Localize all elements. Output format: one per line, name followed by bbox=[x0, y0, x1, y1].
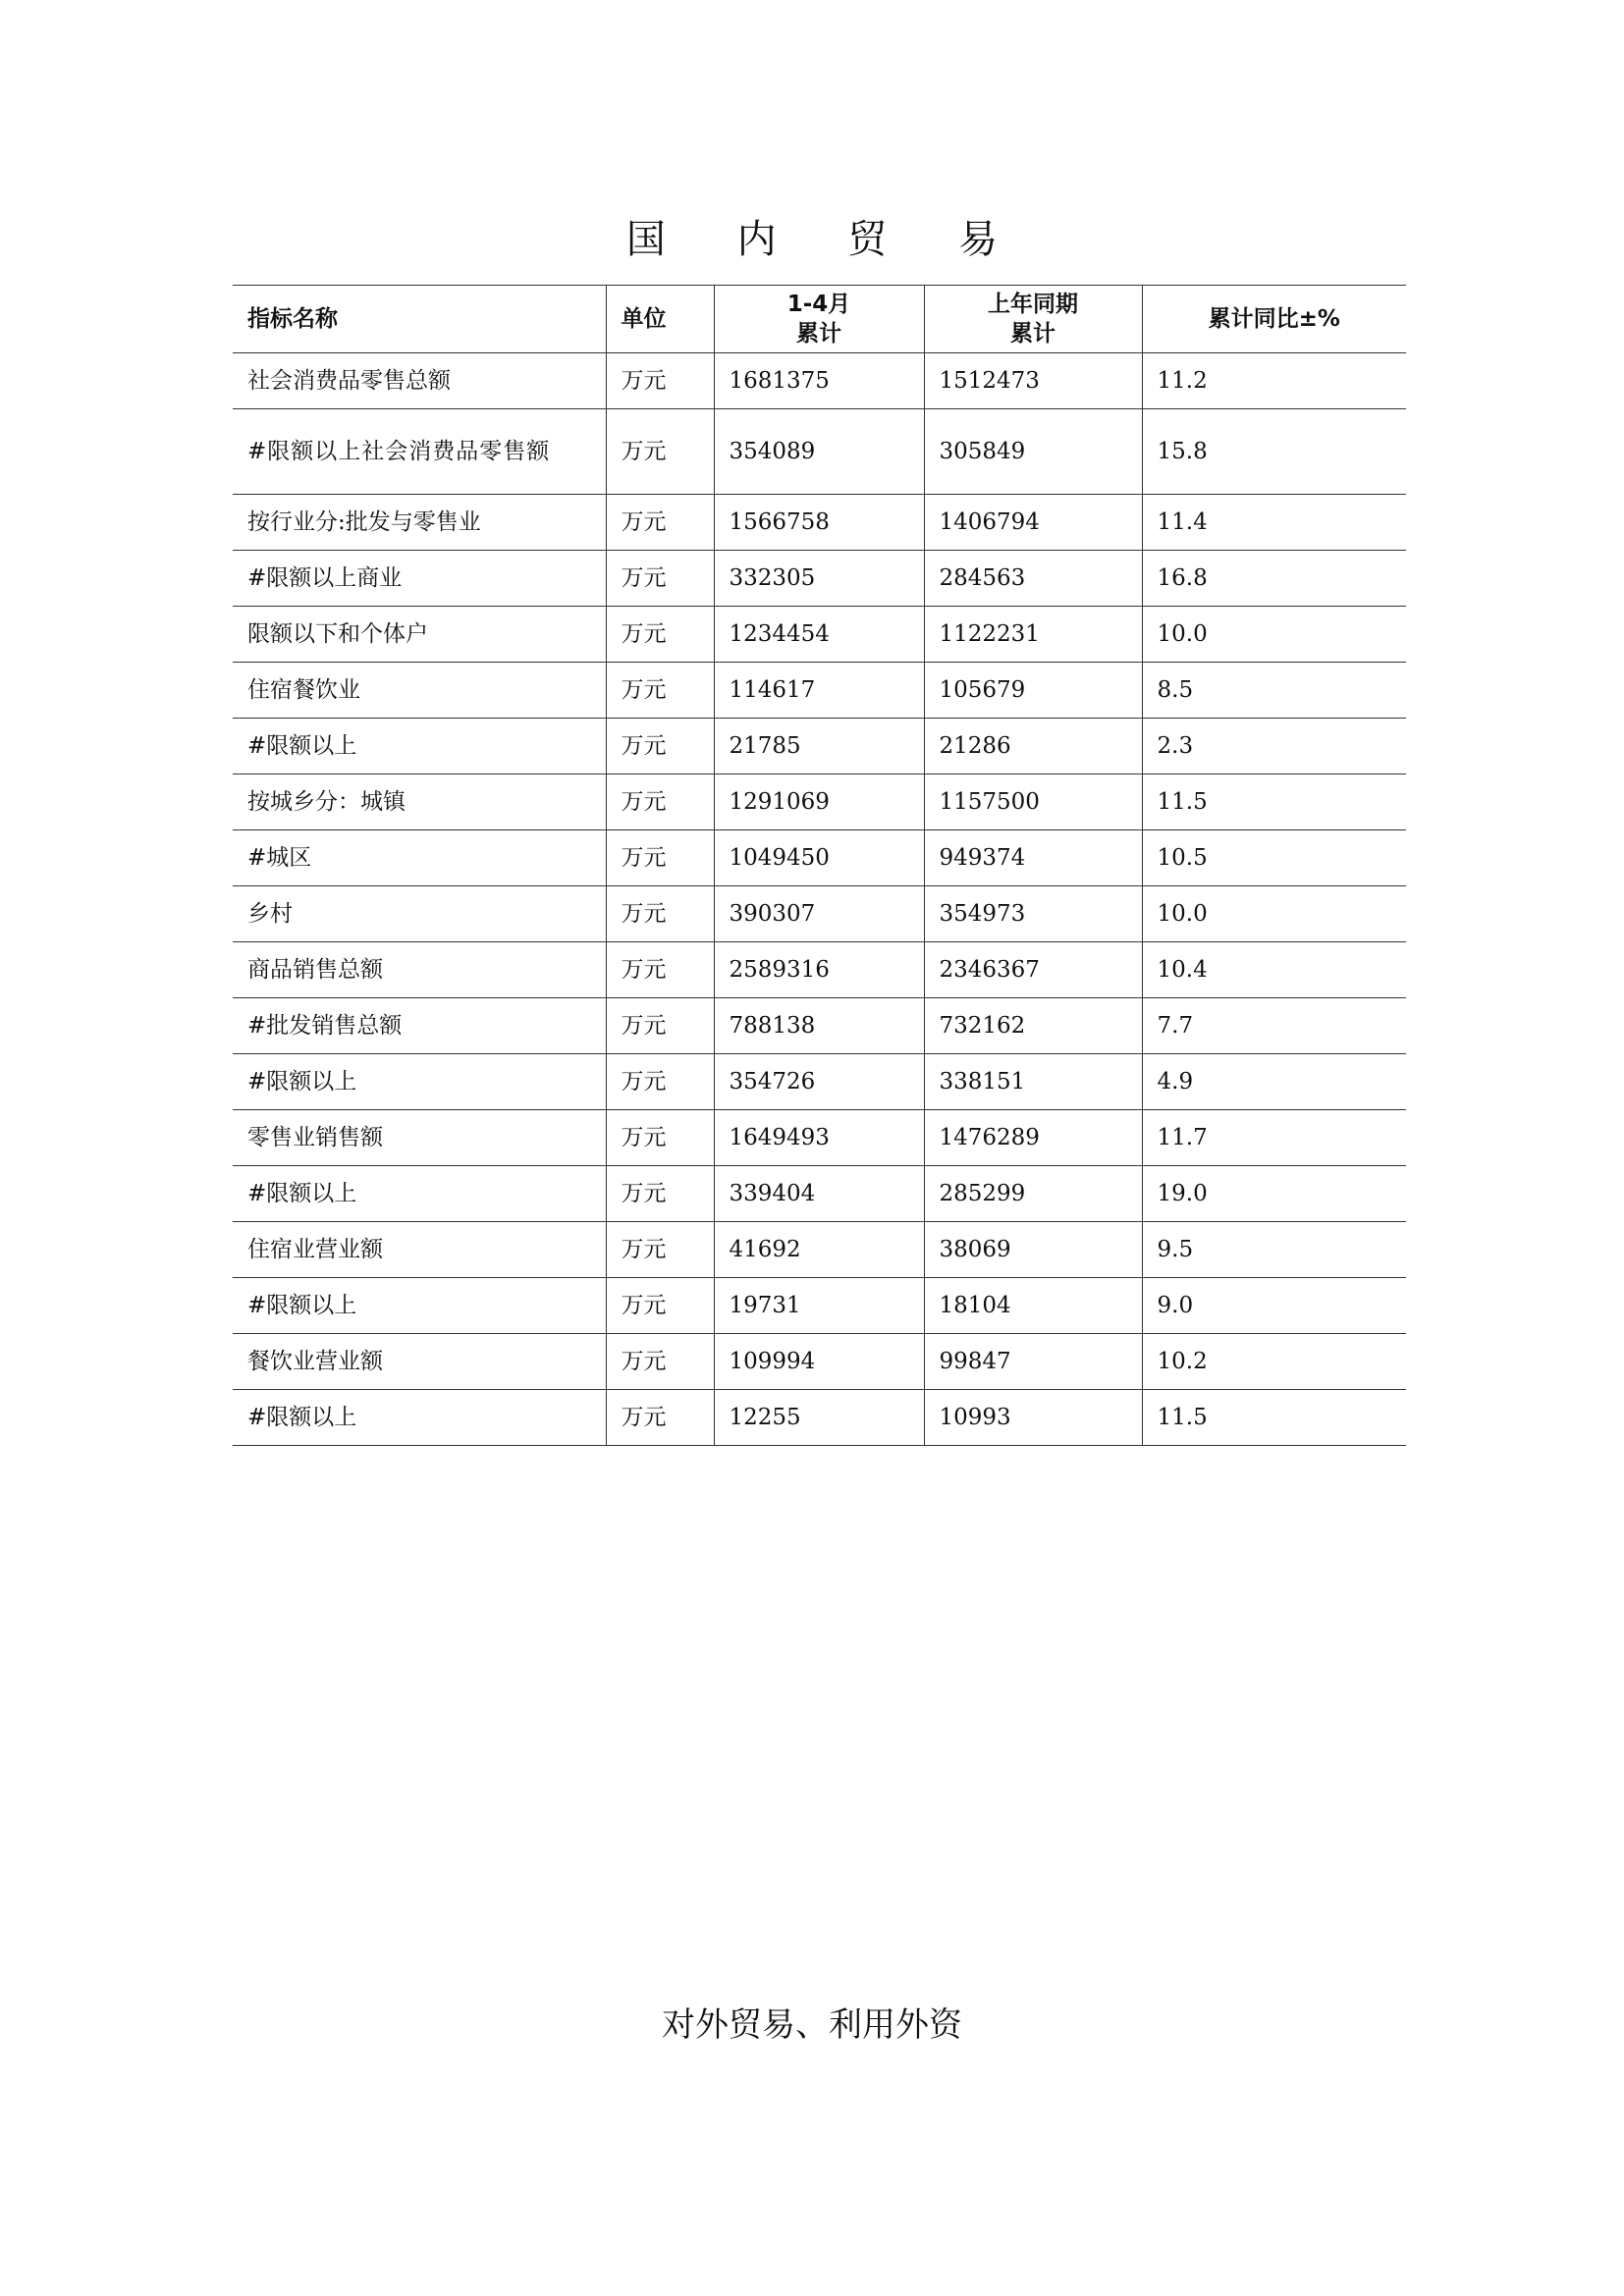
cell-unit: 万元 bbox=[606, 998, 714, 1054]
table-row bbox=[233, 409, 1406, 495]
cell-current: 390307 bbox=[714, 886, 924, 942]
cell-name: #批发销售总额 bbox=[233, 998, 606, 1054]
cell-current: 1049450 bbox=[714, 830, 924, 886]
cell-growth: 11.5 bbox=[1142, 774, 1406, 830]
cell-prior: 10993 bbox=[924, 1390, 1142, 1446]
table-row bbox=[233, 1390, 1406, 1446]
cell-name: #限额以上 bbox=[233, 1278, 606, 1334]
domestic-trade-table bbox=[233, 285, 1406, 1446]
cell-prior: 105679 bbox=[924, 663, 1142, 719]
cell-growth: 10.4 bbox=[1142, 942, 1406, 998]
cell-prior: 1122231 bbox=[924, 607, 1142, 663]
cell-name: 餐饮业营业额 bbox=[233, 1334, 606, 1390]
table-row bbox=[233, 942, 1406, 998]
cell-growth: 9.5 bbox=[1142, 1222, 1406, 1278]
cell-prior: 18104 bbox=[924, 1278, 1142, 1334]
cell-unit: 万元 bbox=[606, 1110, 714, 1166]
table-row bbox=[233, 719, 1406, 774]
cell-name: 按行业分:批发与零售业 bbox=[233, 495, 606, 551]
cell-name: #限额以上社会消费品零售额 bbox=[233, 409, 606, 495]
cell-current: 354726 bbox=[714, 1054, 924, 1110]
cell-unit: 万元 bbox=[606, 1334, 714, 1390]
cell-current: 1649493 bbox=[714, 1110, 924, 1166]
cell-name: 社会消费品零售总额 bbox=[233, 353, 606, 409]
cell-prior: 338151 bbox=[924, 1054, 1142, 1110]
header-current-line2: 累计 bbox=[796, 321, 841, 347]
header-current bbox=[714, 286, 924, 353]
table-row bbox=[233, 353, 1406, 409]
cell-name: #限额以上商业 bbox=[233, 551, 606, 607]
cell-prior: 21286 bbox=[924, 719, 1142, 774]
cell-unit: 万元 bbox=[606, 1054, 714, 1110]
cell-unit: 万元 bbox=[606, 719, 714, 774]
cell-unit: 万元 bbox=[606, 774, 714, 830]
cell-prior: 305849 bbox=[924, 409, 1142, 495]
cell-name: #限额以上 bbox=[233, 1054, 606, 1110]
cell-current: 332305 bbox=[714, 551, 924, 607]
header-name: 指标名称 bbox=[233, 286, 606, 353]
cell-prior: 99847 bbox=[924, 1334, 1142, 1390]
table-row bbox=[233, 607, 1406, 663]
table-row bbox=[233, 886, 1406, 942]
cell-growth: 15.8 bbox=[1142, 409, 1406, 495]
cell-prior: 284563 bbox=[924, 551, 1142, 607]
table-row bbox=[233, 495, 1406, 551]
cell-unit: 万元 bbox=[606, 830, 714, 886]
cell-growth: 11.2 bbox=[1142, 353, 1406, 409]
cell-growth: 4.9 bbox=[1142, 1054, 1406, 1110]
header-unit: 单位 bbox=[606, 286, 714, 353]
cell-unit: 万元 bbox=[606, 1278, 714, 1334]
cell-unit: 万元 bbox=[606, 942, 714, 998]
cell-current: 1234454 bbox=[714, 607, 924, 663]
cell-growth: 11.7 bbox=[1142, 1110, 1406, 1166]
cell-current: 354089 bbox=[714, 409, 924, 495]
cell-growth: 8.5 bbox=[1142, 663, 1406, 719]
page-title: 国 内 贸 易 bbox=[625, 217, 1028, 262]
cell-unit: 万元 bbox=[606, 551, 714, 607]
cell-current: 12255 bbox=[714, 1390, 924, 1446]
cell-current: 788138 bbox=[714, 998, 924, 1054]
cell-name: 住宿业营业额 bbox=[233, 1222, 606, 1278]
cell-growth: 19.0 bbox=[1142, 1166, 1406, 1222]
cell-growth: 11.4 bbox=[1142, 495, 1406, 551]
cell-growth: 7.7 bbox=[1142, 998, 1406, 1054]
table-row bbox=[233, 663, 1406, 719]
cell-name: #城区 bbox=[233, 830, 606, 886]
cell-name: 零售业销售额 bbox=[233, 1110, 606, 1166]
header-prior-line2: 累计 bbox=[1010, 321, 1056, 347]
cell-growth: 11.5 bbox=[1142, 1390, 1406, 1446]
table-row bbox=[233, 774, 1406, 830]
cell-growth: 16.8 bbox=[1142, 551, 1406, 607]
header-growth: 累计同比±% bbox=[1142, 286, 1406, 353]
cell-unit: 万元 bbox=[606, 886, 714, 942]
cell-growth: 9.0 bbox=[1142, 1278, 1406, 1334]
cell-growth: 10.5 bbox=[1142, 830, 1406, 886]
table-row bbox=[233, 551, 1406, 607]
cell-current: 109994 bbox=[714, 1334, 924, 1390]
cell-growth: 2.3 bbox=[1142, 719, 1406, 774]
cell-prior: 1406794 bbox=[924, 495, 1142, 551]
header-prior bbox=[924, 286, 1142, 353]
cell-prior: 949374 bbox=[924, 830, 1142, 886]
cell-prior: 2346367 bbox=[924, 942, 1142, 998]
cell-unit: 万元 bbox=[606, 1390, 714, 1446]
table-row bbox=[233, 1334, 1406, 1390]
cell-current: 114617 bbox=[714, 663, 924, 719]
cell-prior: 285299 bbox=[924, 1166, 1142, 1222]
cell-name: #限额以上 bbox=[233, 1390, 606, 1446]
table-row bbox=[233, 830, 1406, 886]
cell-current: 41692 bbox=[714, 1222, 924, 1278]
cell-current: 339404 bbox=[714, 1166, 924, 1222]
cell-prior: 1512473 bbox=[924, 353, 1142, 409]
cell-growth: 10.0 bbox=[1142, 607, 1406, 663]
table-row bbox=[233, 1222, 1406, 1278]
cell-current: 19731 bbox=[714, 1278, 924, 1334]
cell-growth: 10.0 bbox=[1142, 886, 1406, 942]
cell-unit: 万元 bbox=[606, 607, 714, 663]
cell-prior: 38069 bbox=[924, 1222, 1142, 1278]
table-row bbox=[233, 1166, 1406, 1222]
cell-current: 1566758 bbox=[714, 495, 924, 551]
table-row bbox=[233, 998, 1406, 1054]
cell-prior: 1157500 bbox=[924, 774, 1142, 830]
cell-unit: 万元 bbox=[606, 353, 714, 409]
cell-prior: 354973 bbox=[924, 886, 1142, 942]
cell-name: 乡村 bbox=[233, 886, 606, 942]
table-row bbox=[233, 1054, 1406, 1110]
cell-current: 1291069 bbox=[714, 774, 924, 830]
cell-name: 按城乡分：城镇 bbox=[233, 774, 606, 830]
cell-unit: 万元 bbox=[606, 1166, 714, 1222]
table-row bbox=[233, 1110, 1406, 1166]
table-row bbox=[233, 1278, 1406, 1334]
cell-current: 2589316 bbox=[714, 942, 924, 998]
cell-name: #限额以上 bbox=[233, 719, 606, 774]
cell-current: 21785 bbox=[714, 719, 924, 774]
cell-unit: 万元 bbox=[606, 495, 714, 551]
cell-prior: 732162 bbox=[924, 998, 1142, 1054]
cell-name: #限额以上 bbox=[233, 1166, 606, 1222]
cell-unit: 万元 bbox=[606, 663, 714, 719]
next-section-title: 对外贸易、利用外资 bbox=[662, 2005, 962, 2045]
header-current-line1: 1-4月 bbox=[786, 292, 851, 317]
cell-name: 限额以下和个体户 bbox=[233, 607, 606, 663]
cell-growth: 10.2 bbox=[1142, 1334, 1406, 1390]
cell-name: 住宿餐饮业 bbox=[233, 663, 606, 719]
cell-unit: 万元 bbox=[606, 409, 714, 495]
cell-unit: 万元 bbox=[606, 1222, 714, 1278]
cell-prior: 1476289 bbox=[924, 1110, 1142, 1166]
cell-name: 商品销售总额 bbox=[233, 942, 606, 998]
header-prior-line1: 上年同期 bbox=[988, 292, 1078, 317]
cell-current: 1681375 bbox=[714, 353, 924, 409]
table-header-row bbox=[233, 286, 1406, 353]
